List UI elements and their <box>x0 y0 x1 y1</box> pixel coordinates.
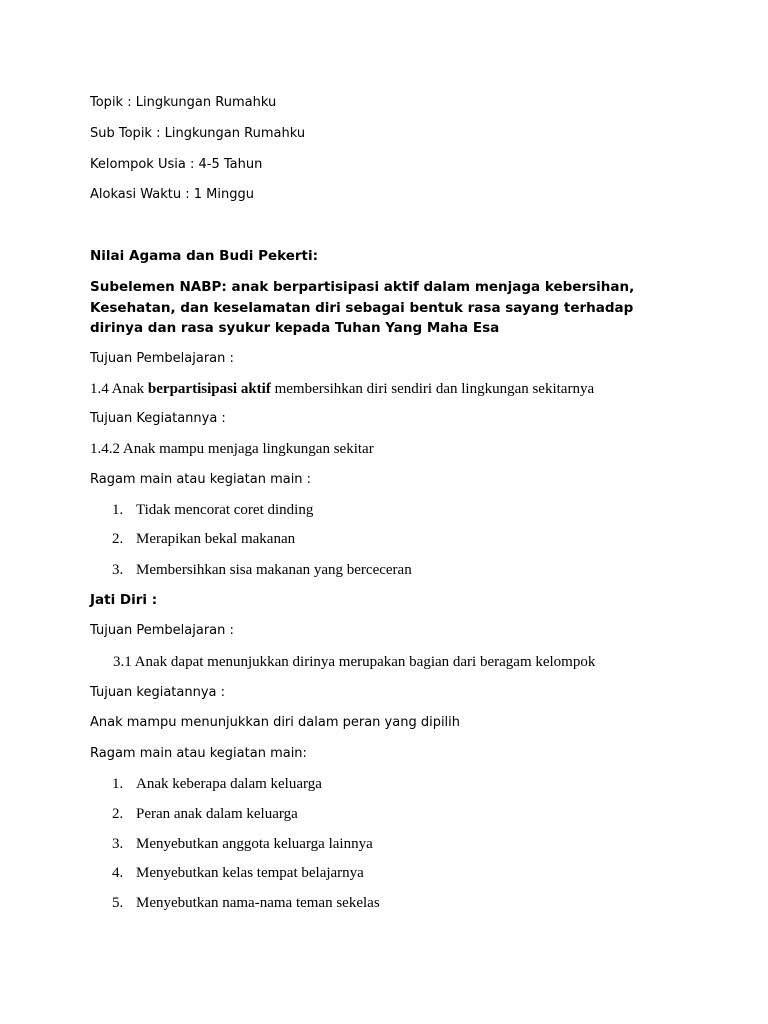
list-text: Menyebutkan anggota keluarga lainnya <box>136 836 373 852</box>
tujuan-kegiatan-label-2: Tujuan kegiatannya : <box>90 685 226 700</box>
tujuan-kegiatan-label: Tujuan Kegiatannya : <box>90 411 226 426</box>
tujuan-pembelajaran-label-2: Tujuan Pembelajaran : <box>90 623 234 638</box>
list-number: 5. <box>112 895 124 911</box>
list-item <box>112 864 364 882</box>
tujuan-pembelajaran-text <box>90 380 594 398</box>
subelemen-paragraph: Subelemen NABP: anak berpartisipasi aktif dalam menjaga kebersihan, Kesehatan, dan keselamatan diri sebagai bentuk rasa sayang terhadap dirinya dan rasa syukur kepada Tuhan Yang Maha Esa <box>90 279 635 336</box>
list-text: Tidak mencorat coret dinding <box>136 502 314 518</box>
tujuan-kegiatan-text: 1.4.2 Anak mampu menjaga lingkungan sekitar <box>90 441 374 457</box>
list-text: Anak keberapa dalam keluarga <box>136 776 322 792</box>
list-item <box>112 561 412 579</box>
ragam-main-label-2: Ragam main atau kegiatan main: <box>90 746 307 761</box>
list-item <box>112 894 380 912</box>
list-text: Merapikan bekal makanan <box>136 531 296 547</box>
tp-bold: berpartisipasi aktif <box>147 381 271 397</box>
list-item <box>112 501 313 519</box>
list-number: 2. <box>112 531 124 547</box>
topik-line: Topik : Lingkungan Rumahku <box>90 95 277 110</box>
ragam-main-label: Ragam main atau kegiatan main : <box>90 472 312 487</box>
list-number: 1. <box>112 502 124 518</box>
list-number: 2. <box>112 806 124 822</box>
list-text: Menyebutkan kelas tempat belajarnya <box>136 865 364 881</box>
list-number: 1. <box>112 776 124 792</box>
list-item <box>112 775 322 793</box>
list-number: 4. <box>112 865 124 881</box>
tp-prefix: 1.4 Anak <box>90 381 148 397</box>
section-heading-jati-diri: Jati Diri : <box>90 592 158 608</box>
list-item <box>112 805 298 823</box>
tp-suffix: membersihkan diri sendiri dan lingkungan sekitarnya <box>270 381 595 397</box>
list-item <box>112 835 373 853</box>
list-item <box>112 530 295 548</box>
list-text: Menyebutkan nama-nama teman sekelas <box>136 895 380 911</box>
tujuan-pembelajaran-label: Tujuan Pembelajaran : <box>90 351 234 366</box>
section-heading-nabp: Nilai Agama dan Budi Pekerti: <box>90 248 319 264</box>
kelompok-usia-line: Kelompok Usia : 4-5 Tahun <box>90 157 263 172</box>
alokasi-waktu-line: Alokasi Waktu : 1 Minggu <box>90 187 254 202</box>
sub-topik-line: Sub Topik : Lingkungan Rumahku <box>90 126 306 141</box>
list-number: 3. <box>112 836 124 852</box>
tujuan-kegiatan-text-2: Anak mampu menunjukkan diri dalam peran yang dipilih <box>90 715 461 730</box>
list-text: Membersihkan sisa makanan yang berceceran <box>136 562 412 578</box>
list-number: 3. <box>112 562 124 578</box>
tujuan-pembelajaran-text-2: 3.1 Anak dapat menunjukkan dirinya merupakan bagian dari beragam kelompok <box>113 654 596 670</box>
list-text: Peran anak dalam keluarga <box>136 806 298 822</box>
